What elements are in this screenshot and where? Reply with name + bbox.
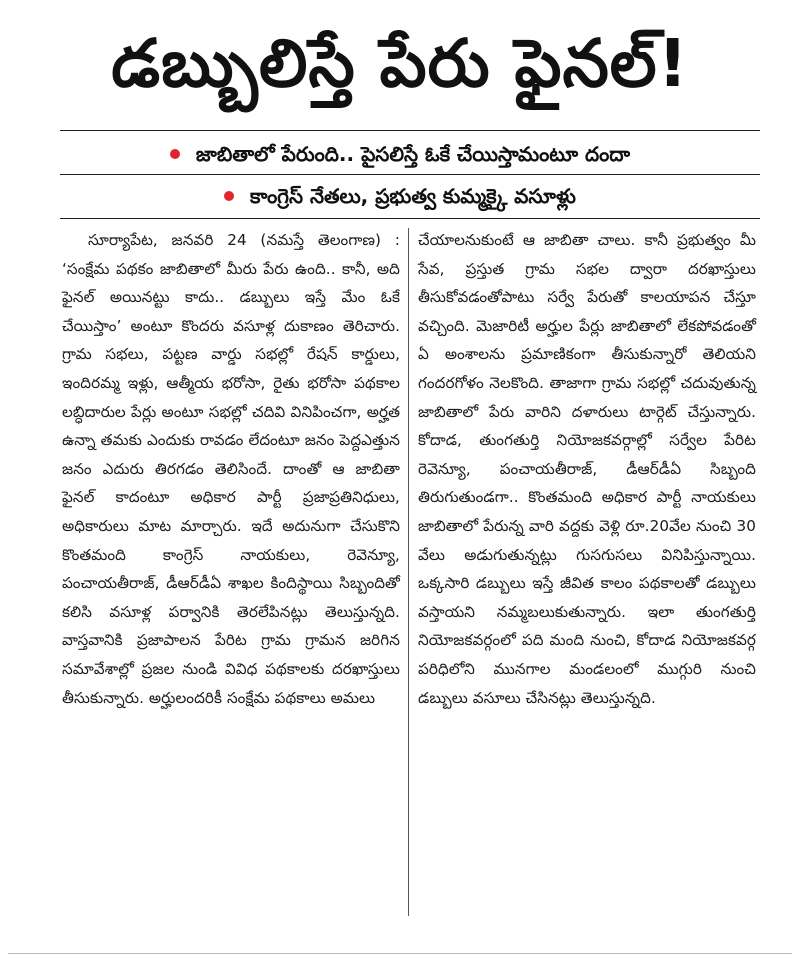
subheading-1 (0, 140, 800, 168)
subheading-1-text: జాబితాలో పేరుంది.. పైసలిస్తే ఓకే చేయిస్తామంటూ దందా (195, 142, 631, 166)
subheading-rule (60, 174, 760, 175)
article-column-left (62, 226, 400, 712)
headline: డబ్బులిస్తే పేరు ఫైనల్! (111, 25, 689, 102)
bullet-icon (224, 191, 234, 201)
headline-rule (60, 130, 760, 131)
left-column-text: సూర్యాపేట, జనవరి 24 (నమస్తే తెలంగాణ) : ‘సంక్షేమ పథకం జాబితాలో మీరు పేరు ఉంది.. కానీ, అది ఫైనల్ అయినట్టు కాదు.. డబ్బులు ఇస్తే మేం ఓకే చేయిస్తాం’ అంటూ కొందరు వసూళ్ల దుకాణం తెరిచారు. గ్రామ సభలు, పట్టణ వార్డు సభల్లో రేషన్ కార్డులు, ఇందిరమ్మ ఇళ్లు, ఆత్మీయ భరోసా, రైతు భరోసా పథకాల లబ్ధిదారుల పేర్లు అంటూ సభల్లో చదివి వినిపించగా, అర్హత ఉన్నా తమకు ఎందుకు రావడం లేదంటూ జనం పెద్దఎత్తున జనం ఎదురు తిరగడం తెలిసిందే. దాంతో ఆ జాబితా ఫైనల్ కాదంటూ అధికార పార్టీ ప్రజాప్రతినిధులు, అధికారులు మాట మార్చారు. ఇదే అదునుగా చేసుకొని కొంతమంది కాంగ్రెస్ నాయకులు, రెవెన్యూ, పంచాయతీరాజ్, డీఆర్‌డీఏ శాఖల కిందిస్థాయి సిబ్బందితో కలిసి వసూళ్ల పర్వానికి తెరలేపినట్లు తెలుస్తున్నది. వాస్తవానికి ప్రజాపాలన పేరిట గ్రామ గ్రామన జరిగిన సమావేశాల్లో ప్రజల నుండి వివిధ పథకాలకు దరఖాస్తులు తీసుకున్నారు. అర్హులందరికీ సంక్షేమ పథకాలు అమలు (62, 231, 400, 707)
article-column-right (418, 226, 756, 712)
right-column-text: చేయాలనుకుంటే ఆ జాబితా చాలు. కానీ ప్రభుత్వం మీ సేవ, ప్రస్తుత గ్రామ సభల ద్వారా దరఖాస్తులు తీసుకోవడంతోపాటు సర్వే పేరుతో కాలయాపన చేస్తూ వచ్చింది. మెజారిటీ అర్హుల పేర్లు జాబితాలో లేకపోవడంతో ఏ అంశాలను ప్రమాణికంగా తీసుకున్నారో తెలియని గందరగోళం నెలకొంది. తాజాగా గ్రామ సభల్లో చదువుతున్న జాబితాలో పేరు వారిని దళారులు టార్గెట్ చేస్తున్నారు. కోదాడ, తుంగతుర్తి నియోజకవర్గాల్లో సర్వేల పేరిట రెవెన్యూ, పంచాయతీరాజ్, డీఆర్‌డీఏ సిబ్బంది తిరుగుతుండగా.. కొంతమంది అధికార పార్టీ నాయకులు జాబితాలో పేరున్న వారి వద్దకు వెళ్లి రూ.20వేల నుంచి 30 వేలు అడుగుతున్నట్లు గుసగుసలు వినిపిస్తున్నాయి. ఒక్కసారి డబ్బులు ఇస్తే జీవిత కాలం పథకాలతో డబ్బులు వస్తాయని నమ్మబలుకుతున్నారు. ఇలా తుంగతుర్తి నియోజకవర్గంలో పది మంది నుంచి, కోదాడ నియోజకవర్గ పరిధిలోని మునగాల మండలంలో ముగ్గురి నుంచి డబ్బులు వసూలు చేసినట్లు తెలుస్తున్నది. (418, 231, 756, 707)
bottom-rule (8, 953, 792, 954)
column-divider (408, 228, 409, 916)
body-top-rule (60, 218, 760, 219)
subheading-2 (0, 182, 800, 210)
bullet-icon (170, 149, 180, 159)
subheading-2-text: కాంగ్రెస్ నేతలు, ప్రభుత్వ కుమ్మక్కై వసూళ్లు (250, 184, 576, 208)
